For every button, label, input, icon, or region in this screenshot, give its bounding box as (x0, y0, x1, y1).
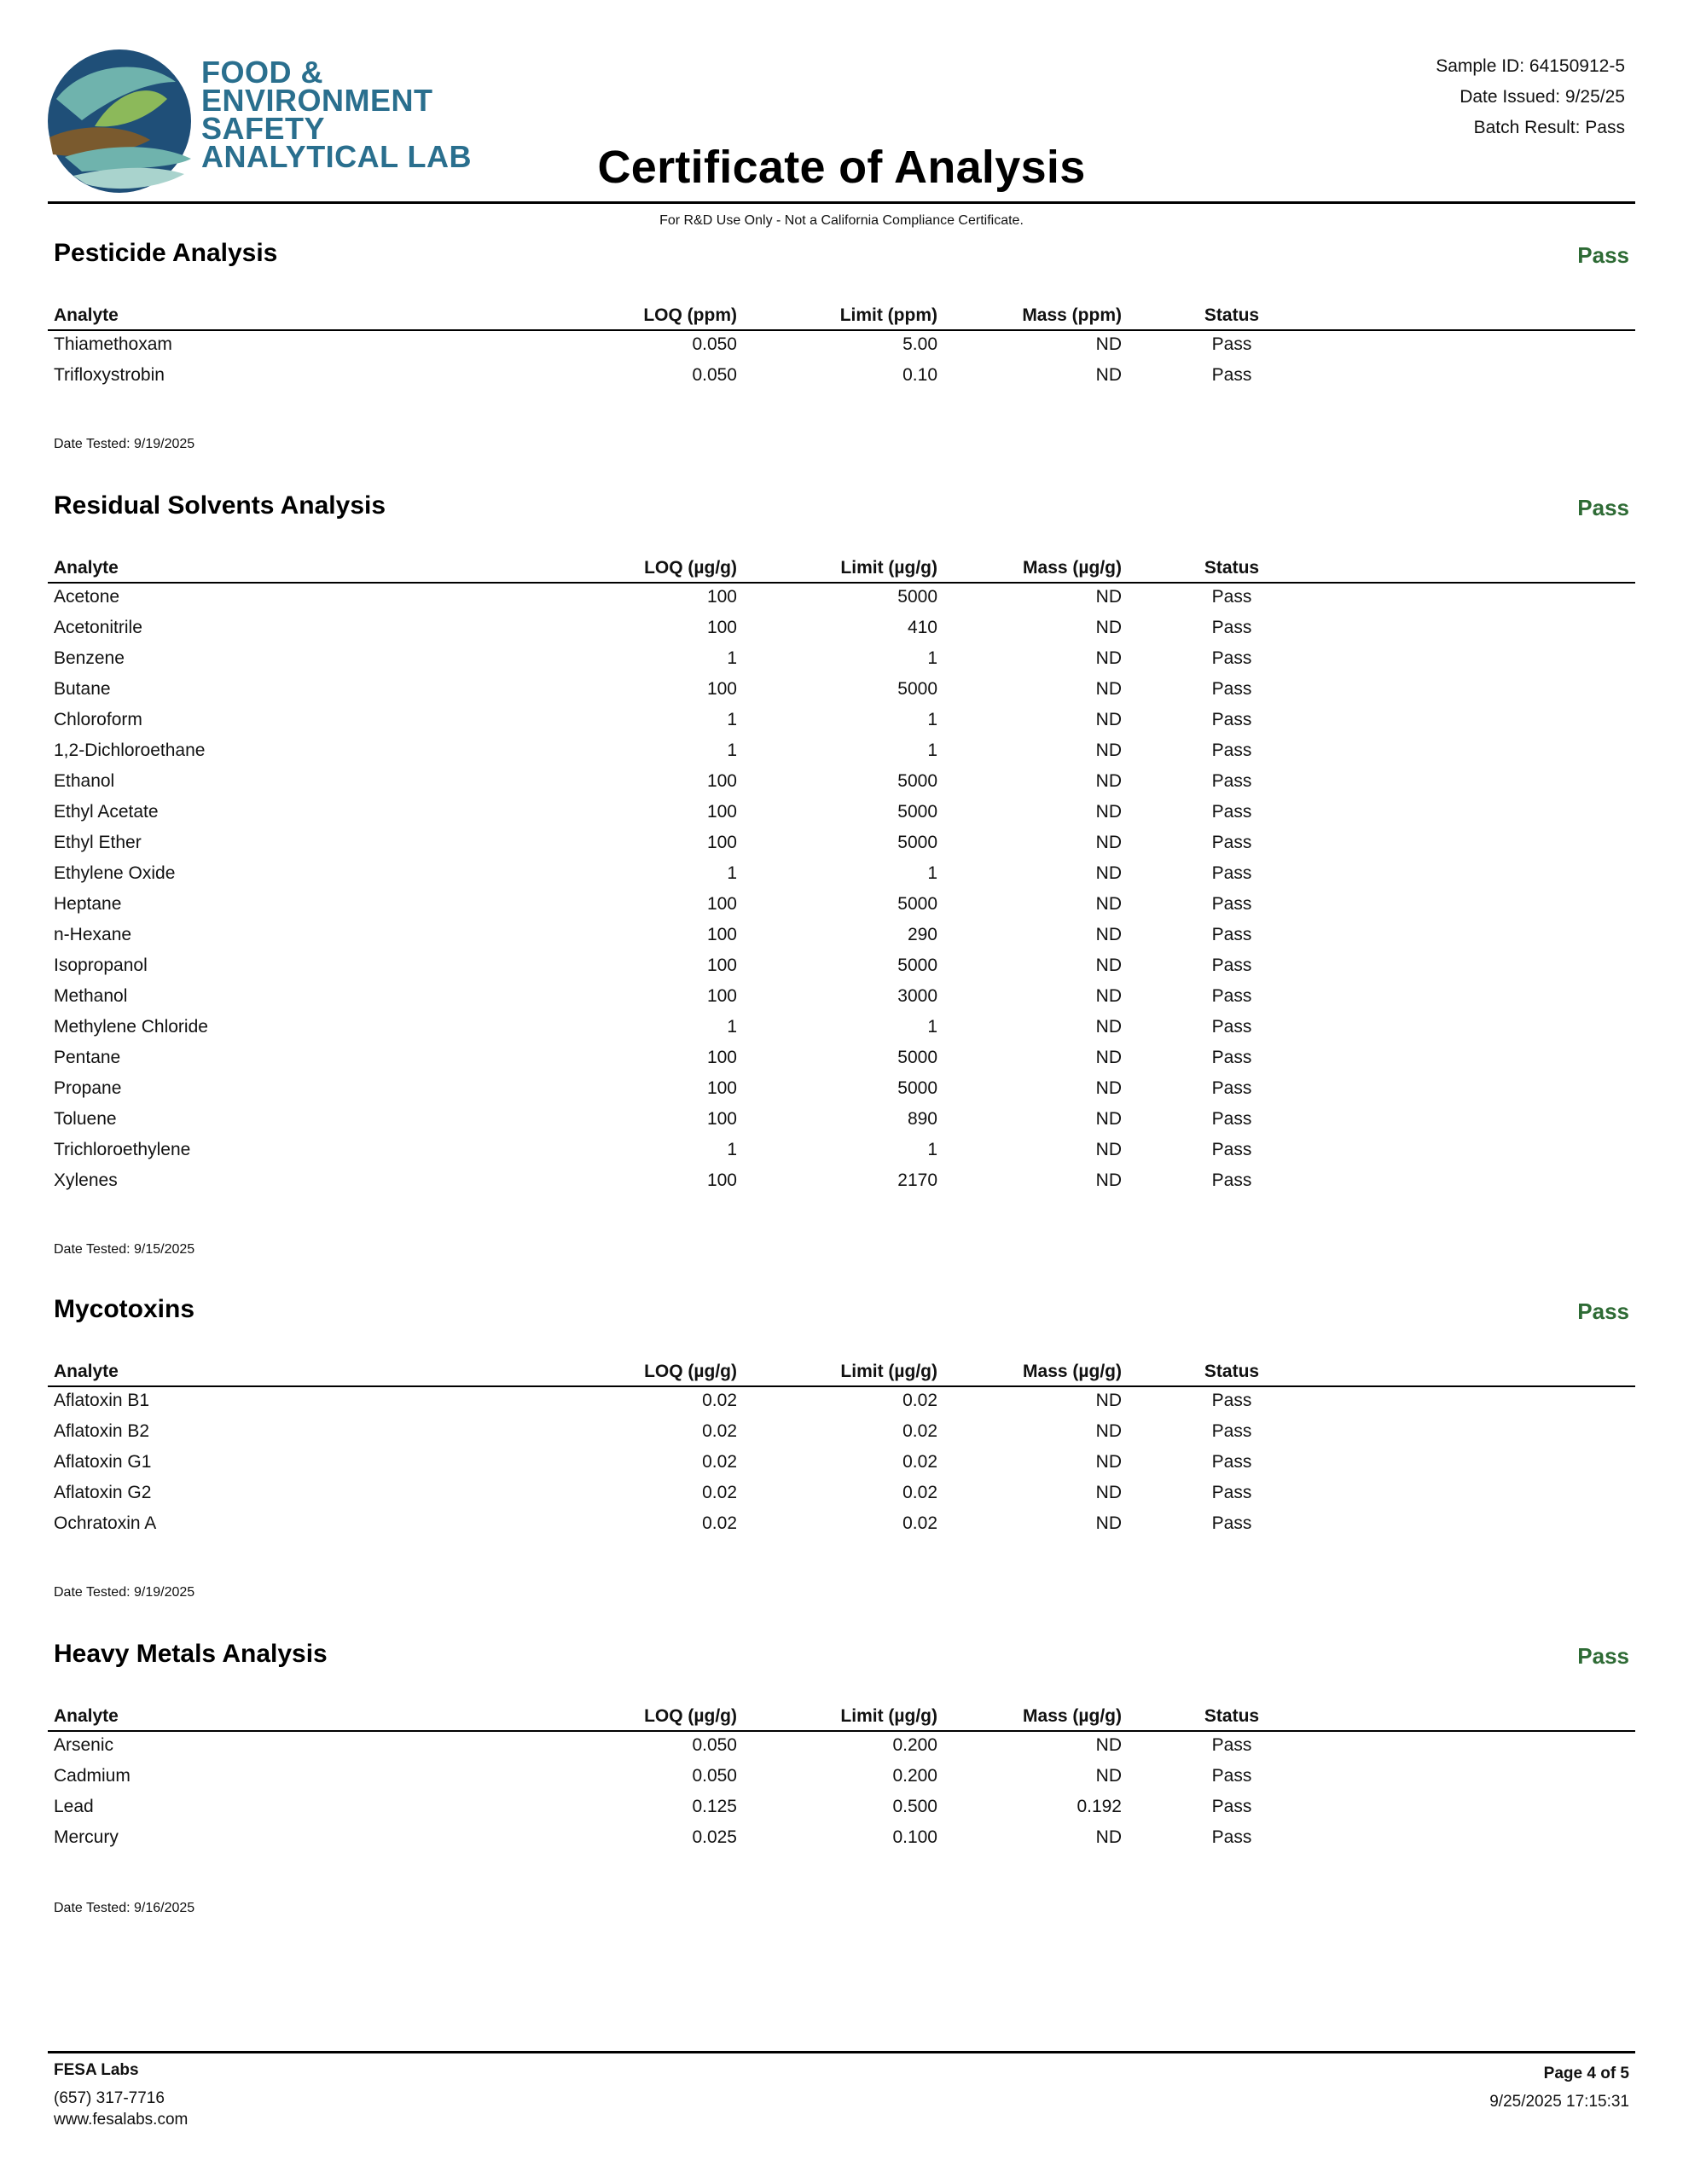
cell-limit: 5000 (897, 1048, 937, 1067)
cell-mass: ND (1095, 1048, 1122, 1067)
table-row (48, 1795, 1635, 1826)
sample-id: Sample ID: 64150912-5 (1436, 56, 1625, 76)
cell-status: Pass (1211, 1735, 1252, 1755)
column-header-limit: Limit (µg/g) (840, 558, 937, 578)
section-title: Heavy Metals Analysis (54, 1640, 328, 1668)
cell-mass: ND (1095, 1513, 1122, 1533)
cell-status: Pass (1211, 1421, 1252, 1441)
cell-status: Pass (1211, 618, 1252, 637)
cell-analyte: Cadmium (54, 1766, 131, 1786)
column-header-status: Status (1204, 558, 1260, 578)
cell-loq: 0.02 (702, 1452, 737, 1472)
cell-analyte: Ethyl Acetate (54, 802, 159, 822)
table-row (48, 1389, 1635, 1420)
cell-mass: ND (1095, 1452, 1122, 1472)
cell-analyte: 1,2-Dichloroethane (54, 741, 206, 760)
cell-status: Pass (1211, 771, 1252, 791)
table-row (48, 616, 1635, 647)
cell-loq: 1 (727, 1140, 737, 1159)
cell-status: Pass (1211, 1078, 1252, 1098)
page-title: Certificate of Analysis (597, 142, 1086, 193)
table-row (48, 1734, 1635, 1764)
table-row (48, 862, 1635, 892)
table-row (48, 985, 1635, 1015)
column-header-analyte: Analyte (54, 1362, 119, 1381)
cell-analyte: Xylenes (54, 1170, 118, 1190)
cell-mass: 0.192 (1077, 1797, 1122, 1816)
table-body (48, 1734, 1635, 1856)
table-row (48, 1512, 1635, 1542)
table-row (48, 585, 1635, 616)
cell-limit: 1 (927, 863, 937, 883)
date-tested: Date Tested: 9/16/2025 (54, 1901, 195, 1915)
cell-limit: 5000 (897, 771, 937, 791)
table-row (48, 1169, 1635, 1199)
cell-analyte: Aflatoxin B1 (54, 1391, 150, 1410)
table-row (48, 647, 1635, 677)
cell-status: Pass (1211, 1827, 1252, 1847)
footer-page-info (1489, 2059, 1629, 2116)
cell-limit: 0.500 (892, 1797, 937, 1816)
cell-loq: 100 (706, 894, 737, 914)
cell-limit: 5000 (897, 956, 937, 975)
table-row (48, 1420, 1635, 1450)
cell-analyte: Chloroform (54, 710, 142, 729)
cell-limit: 1 (927, 648, 937, 668)
cell-mass: ND (1095, 802, 1122, 822)
cell-analyte: Toluene (54, 1109, 117, 1129)
cell-status: Pass (1211, 1109, 1252, 1129)
cell-analyte: n-Hexane (54, 925, 132, 944)
cell-analyte: Lead (54, 1797, 94, 1816)
cell-mass: ND (1095, 956, 1122, 975)
cell-mass: ND (1095, 986, 1122, 1006)
cell-analyte: Acetonitrile (54, 618, 142, 637)
cell-analyte: Thiamethoxam (54, 334, 172, 354)
cell-limit: 0.10 (902, 365, 937, 385)
table-row (48, 739, 1635, 770)
cell-analyte: Methanol (54, 986, 128, 1006)
cell-mass: ND (1095, 1735, 1122, 1755)
cell-loq: 100 (706, 618, 737, 637)
cell-limit: 5000 (897, 1078, 937, 1098)
cell-status: Pass (1211, 986, 1252, 1006)
print-timestamp: 9/25/2025 17:15:31 (1489, 2093, 1629, 2111)
column-header-limit: Limit (µg/g) (840, 1362, 937, 1381)
cell-mass: ND (1095, 1827, 1122, 1847)
cell-status: Pass (1211, 956, 1252, 975)
section-result-badge: Pass (1577, 242, 1629, 268)
cell-analyte: Aflatoxin G2 (54, 1483, 152, 1502)
cell-status: Pass (1211, 1391, 1252, 1410)
cell-loq: 100 (706, 1048, 737, 1067)
column-header-analyte: Analyte (54, 305, 119, 325)
cell-mass: ND (1095, 894, 1122, 914)
cell-loq: 100 (706, 986, 737, 1006)
cell-status: Pass (1211, 365, 1252, 385)
cell-loq: 0.050 (692, 365, 737, 385)
cell-mass: ND (1095, 365, 1122, 385)
column-header-loq: LOQ (µg/g) (644, 558, 737, 578)
column-header-loq: LOQ (µg/g) (644, 1706, 737, 1726)
cell-limit: 1 (927, 741, 937, 760)
logo-line: FOOD & (201, 55, 323, 90)
cell-analyte: Mercury (54, 1827, 119, 1847)
section-title: Residual Solvents Analysis (54, 491, 386, 520)
cell-mass: ND (1095, 741, 1122, 760)
cell-limit: 0.200 (892, 1766, 937, 1786)
date-issued: Date Issued: 9/25/25 (1460, 87, 1625, 107)
section-result-badge: Pass (1577, 495, 1629, 520)
cell-status: Pass (1211, 1483, 1252, 1502)
column-header-status: Status (1204, 305, 1260, 325)
certificate-meta (1436, 51, 1625, 143)
cell-status: Pass (1211, 894, 1252, 914)
page-header (0, 0, 1683, 228)
date-tested: Date Tested: 9/19/2025 (54, 437, 195, 451)
footer-company: FESA Labs (54, 2061, 139, 2079)
cell-loq: 100 (706, 1170, 737, 1190)
table-row (48, 1107, 1635, 1138)
cell-loq: 100 (706, 956, 737, 975)
cell-limit: 0.02 (902, 1483, 937, 1502)
table-row (48, 677, 1635, 708)
cell-analyte: Heptane (54, 894, 122, 914)
cell-loq: 100 (706, 1109, 737, 1129)
logo-line: ANALYTICAL LAB (201, 139, 473, 174)
cell-limit: 290 (907, 925, 937, 944)
cell-limit: 0.02 (902, 1421, 937, 1441)
cell-loq: 0.050 (692, 334, 737, 354)
cell-limit: 5000 (897, 587, 937, 607)
column-header-analyte: Analyte (54, 1706, 119, 1726)
page-number: Page 4 of 5 (1543, 2065, 1629, 2082)
table-row (48, 1046, 1635, 1077)
cell-limit: 0.02 (902, 1391, 937, 1410)
cell-analyte: Ochratoxin A (54, 1513, 157, 1533)
cell-status: Pass (1211, 863, 1252, 883)
cell-loq: 100 (706, 925, 737, 944)
cell-analyte: Ethyl Ether (54, 833, 142, 852)
cell-status: Pass (1211, 679, 1252, 699)
cell-status: Pass (1211, 925, 1252, 944)
table-row (48, 831, 1635, 862)
cell-status: Pass (1211, 1452, 1252, 1472)
cell-limit: 1 (927, 1017, 937, 1037)
cell-analyte: Benzene (54, 648, 125, 668)
cell-loq: 100 (706, 802, 737, 822)
cell-limit: 2170 (897, 1170, 937, 1190)
cell-limit: 1 (927, 1140, 937, 1159)
table-row (48, 708, 1635, 739)
cell-loq: 1 (727, 1017, 737, 1037)
cell-limit: 5000 (897, 894, 937, 914)
cell-loq: 1 (727, 648, 737, 668)
table-header (48, 1705, 1635, 1732)
cell-limit: 890 (907, 1109, 937, 1129)
cell-mass: ND (1095, 863, 1122, 883)
section-result-badge: Pass (1577, 1298, 1629, 1324)
cell-limit: 1 (927, 710, 937, 729)
table-row (48, 770, 1635, 800)
table-row (48, 923, 1635, 954)
cell-mass: ND (1095, 1140, 1122, 1159)
cell-mass: ND (1095, 710, 1122, 729)
cell-analyte: Ethylene Oxide (54, 863, 176, 883)
cell-loq: 0.02 (702, 1391, 737, 1410)
table-row (48, 800, 1635, 831)
cell-analyte: Isopropanol (54, 956, 148, 975)
section-title: Mycotoxins (54, 1295, 195, 1323)
column-header-status: Status (1204, 1706, 1260, 1726)
cell-status: Pass (1211, 1513, 1252, 1533)
cell-limit: 5000 (897, 679, 937, 699)
column-header-mass: Mass (µg/g) (1023, 558, 1122, 578)
cell-loq: 1 (727, 710, 737, 729)
table-row (48, 1481, 1635, 1512)
logo-line: SAFETY (201, 111, 326, 146)
cell-status: Pass (1211, 802, 1252, 822)
table-body (48, 333, 1635, 394)
cell-mass: ND (1095, 771, 1122, 791)
cell-mass: ND (1095, 1391, 1122, 1410)
cell-mass: ND (1095, 1170, 1122, 1190)
cell-mass: ND (1095, 618, 1122, 637)
cell-loq: 100 (706, 1078, 737, 1098)
cell-analyte: Trichloroethylene (54, 1140, 191, 1159)
cell-loq: 100 (706, 833, 737, 852)
table-row (48, 1138, 1635, 1169)
cell-status: Pass (1211, 1048, 1252, 1067)
section-result-badge: Pass (1577, 1643, 1629, 1669)
cell-analyte: Aflatoxin B2 (54, 1421, 150, 1441)
cell-mass: ND (1095, 1483, 1122, 1502)
cell-loq: 1 (727, 741, 737, 760)
cell-loq: 0.050 (692, 1766, 737, 1786)
cell-status: Pass (1211, 1140, 1252, 1159)
cell-loq: 0.125 (692, 1797, 737, 1816)
cell-mass: ND (1095, 1421, 1122, 1441)
column-header-loq: LOQ (µg/g) (644, 1362, 737, 1381)
table-row (48, 1015, 1635, 1046)
cell-loq: 0.02 (702, 1483, 737, 1502)
cell-status: Pass (1211, 833, 1252, 852)
cell-mass: ND (1095, 1766, 1122, 1786)
table-row (48, 333, 1635, 363)
date-tested: Date Tested: 9/15/2025 (54, 1242, 195, 1257)
cell-loq: 1 (727, 863, 737, 883)
cell-analyte: Acetone (54, 587, 120, 607)
table-body (48, 1389, 1635, 1542)
cell-loq: 0.02 (702, 1421, 737, 1441)
table-row (48, 1826, 1635, 1856)
table-header (48, 556, 1635, 584)
cell-analyte: Propane (54, 1078, 122, 1098)
date-tested: Date Tested: 9/19/2025 (54, 1585, 195, 1600)
cell-loq: 0.025 (692, 1827, 737, 1847)
batch-result: Batch Result: Pass (1473, 118, 1625, 137)
table-body (48, 585, 1635, 1199)
table-row (48, 1764, 1635, 1795)
cell-analyte: Arsenic (54, 1735, 114, 1755)
cell-loq: 100 (706, 771, 737, 791)
cell-limit: 0.200 (892, 1735, 937, 1755)
column-header-limit: Limit (µg/g) (840, 1706, 937, 1726)
cell-loq: 100 (706, 587, 737, 607)
cell-limit: 5.00 (902, 334, 937, 354)
cell-status: Pass (1211, 741, 1252, 760)
cell-limit: 0.02 (902, 1452, 937, 1472)
cell-status: Pass (1211, 648, 1252, 668)
cell-analyte: Methylene Chloride (54, 1017, 208, 1037)
cell-mass: ND (1095, 679, 1122, 699)
cell-analyte: Pentane (54, 1048, 121, 1067)
cell-limit: 5000 (897, 833, 937, 852)
footer-website[interactable]: www.fesalabs.com (54, 2111, 189, 2129)
cell-status: Pass (1211, 1797, 1252, 1816)
table-header (48, 1360, 1635, 1387)
table-row (48, 954, 1635, 985)
cell-status: Pass (1211, 1766, 1252, 1786)
footer-contact (54, 2059, 188, 2130)
column-header-limit: Limit (ppm) (839, 305, 937, 325)
footer-phone: (657) 317-7716 (54, 2089, 165, 2107)
column-header-analyte: Analyte (54, 558, 119, 578)
cell-mass: ND (1095, 1017, 1122, 1037)
table-row (48, 1077, 1635, 1107)
cell-status: Pass (1211, 334, 1252, 354)
cell-analyte: Ethanol (54, 771, 115, 791)
cell-status: Pass (1211, 710, 1252, 729)
cell-mass: ND (1095, 1078, 1122, 1098)
header-divider (48, 201, 1635, 204)
cell-mass: ND (1095, 587, 1122, 607)
cell-limit: 5000 (897, 802, 937, 822)
table-row (48, 892, 1635, 923)
table-header (48, 304, 1635, 331)
cell-limit: 0.100 (892, 1827, 937, 1847)
cell-limit: 3000 (897, 986, 937, 1006)
cell-status: Pass (1211, 1170, 1252, 1190)
cell-mass: ND (1095, 833, 1122, 852)
column-header-mass: Mass (µg/g) (1023, 1706, 1122, 1726)
cell-loq: 100 (706, 679, 737, 699)
column-header-loq: LOQ (ppm) (643, 305, 737, 325)
cell-mass: ND (1095, 648, 1122, 668)
cell-status: Pass (1211, 587, 1252, 607)
logo-line: ENVIRONMENT (201, 83, 433, 118)
cell-loq: 0.050 (692, 1735, 737, 1755)
cell-loq: 0.02 (702, 1513, 737, 1533)
table-row (48, 363, 1635, 394)
column-header-status: Status (1204, 1362, 1260, 1381)
disclaimer-text: For R&D Use Only - Not a California Compliance Certificate. (659, 213, 1024, 228)
cell-analyte: Aflatoxin G1 (54, 1452, 152, 1472)
column-header-mass: Mass (µg/g) (1023, 1362, 1122, 1381)
cell-mass: ND (1095, 334, 1122, 354)
cell-mass: ND (1095, 1109, 1122, 1129)
cell-status: Pass (1211, 1017, 1252, 1037)
table-row (48, 1450, 1635, 1481)
footer-divider (48, 2051, 1635, 2053)
cell-mass: ND (1095, 925, 1122, 944)
cell-limit: 410 (907, 618, 937, 637)
cell-analyte: Butane (54, 679, 111, 699)
section-title: Pesticide Analysis (54, 239, 278, 267)
cell-limit: 0.02 (902, 1513, 937, 1533)
cell-analyte: Trifloxystrobin (54, 365, 165, 385)
column-header-mass: Mass (ppm) (1022, 305, 1122, 325)
